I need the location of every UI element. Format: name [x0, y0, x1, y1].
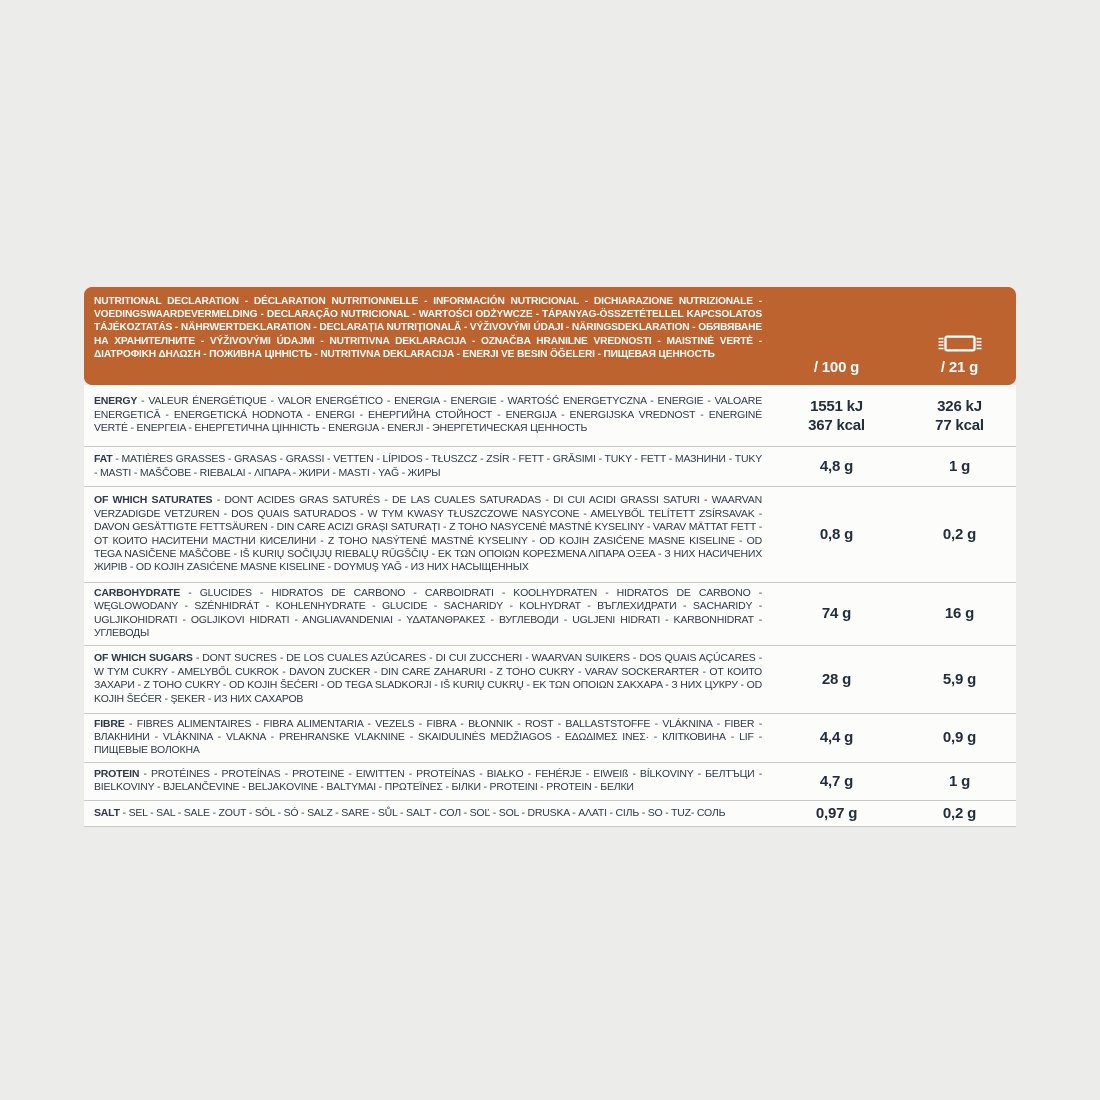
row-term: OF WHICH SUGARS [94, 652, 193, 665]
row-translations: - MATIÈRES GRASSES - GRASAS - GRASSI - VETTEN - LÍPIDOS - TŁUSZCZ - ZSÍR - FETT - GRĂSIMI - TUKY - FETT - МАЗНИНИ - TUKY - MASTI - MAŠČOBE - RIEBALAI - ΛΙΠΑΡΑ - ЖИРИ - MASTI - YAĞ - ЖИРЫ [94, 453, 762, 479]
row-label [84, 764, 770, 799]
row-label [84, 714, 770, 762]
per-100g-label: / 100 g [813, 359, 860, 376]
value-per-100g: 0,97 g [815, 804, 858, 822]
row-translations: - VALEUR ÉNERGÉTIQUE - VALOR ENERGÉTICO - ENERGIA - ENERGIE - WARTOŚĆ ENERGETYCZNA - ENERGIE - VALOARE ENERGETICĂ - ENERGETICKÁ HODNOTA - ENERGI - ЕНЕРГИЙНА СТОЙНОСТ - ENERGIJA - ENERGIJSKA VREDNOST - ENERGINĖ VERTĖ - ΕΝΕΡΓΕΙΑ - ЕНЕРГЕТИЧНА ЦІННІСТЬ - ENERGIJA - ENERJI - ЭНЕРГЕТИЧЕСКАЯ ЦЕННОСТЬ [94, 395, 762, 435]
row-label [84, 391, 770, 439]
value-per-portion: 1 g [948, 458, 971, 475]
row-label [84, 583, 770, 645]
table-row-protein [84, 763, 1016, 801]
table-row-energy [84, 385, 1016, 447]
table-row-fibre [84, 714, 1016, 763]
value-per-100g: 4,8 g [819, 458, 854, 475]
value-per-portion: 0,2 g [942, 804, 977, 822]
row-term: SALT [94, 806, 120, 819]
row-term: PROTEIN [94, 767, 140, 780]
header-columns [770, 287, 1016, 385]
table-body [84, 385, 1016, 827]
value-per-100g: 28 g [821, 670, 852, 688]
energy-bar-icon [937, 334, 983, 353]
value-per-portion: 16 g [944, 605, 975, 623]
per-portion-label: / 21 g [940, 359, 979, 376]
row-translations: - DONT SUCRES - DE LOS CUALES AZÚCARES - DI CUI ZUCCHERI - WAARVAN SUIKERS - DOS QUAIS AÇÚCARES - W TYM CUKRY - AMELYBŐL CUKROK - DAVON ZUCKER - DIN CARE ZAHARURI - Z TOHO CUKRY - VARAV SOCKERARTER - ОТ КОИТО ЗАХАРИ - Z TOHO CUKRY - OD KOJIH ŠEĆERI - OD TEGA SLADKORJI - IŠ KURIŲ CUKRŲ - ΕΚ ΤΩΝ ΟΠΟΙΩΝ ΣΑΚΧΑΡΑ - З НИХ ЦУКРУ - OD KOJIH ŠEĆER - ŞEKER - ИЗ НИХ САХАРОВ [94, 652, 762, 705]
value-per-portion: 1 g [948, 772, 971, 790]
row-term: FAT [94, 453, 113, 466]
value-per-100g: 4,7 g [819, 772, 854, 790]
column-header-per-100g [770, 287, 903, 385]
row-term: OF WHICH SATURATES [94, 494, 213, 507]
table-row-fat [84, 447, 1016, 487]
value-per-100g: 74 g [821, 605, 852, 623]
row-label [84, 648, 770, 710]
row-translations: - FIBRES ALIMENTAIRES - FIBRA ALIMENTARIA - VEZELS - FIBRA - BŁONNIK - ROST - BALLASTSTOFFE - VLÁKNINA - FIBER - ВЛАКНИНИ - VLÁKNINA - VLAKNA - PREHRANSKE VLAKNINE - SKAIDULINĖS MEDŽIAGOS - ΕΔΩΔΙΜΕΣ ΙΝΕΣ· - КЛІТКОВИНА - LIF - ПИЩЕВЫЕ ВОЛОКНА [94, 717, 762, 757]
table-row-salt [84, 801, 1016, 827]
value-per-100g: 0,8 g [819, 526, 854, 543]
value-per-portion: 0,9 g [942, 729, 977, 747]
value-per-100g: 4,4 g [819, 729, 854, 747]
header-title: NUTRITIONAL DECLARATION - DÉCLARATION NUTRITIONNELLE - INFORMACIÓN NUTRICIONAL - DICHIARAZIONE NUTRIZIONALE - VOEDINGSWAARDEVERMELDING - DECLARAÇÃO NUTRICIONAL - WARTOŚCI ODŻYWCZE - TÁPANYAG-ÖSSZETÉTELLEL KAPCSOLATOS TÁJÉKOZTATÁS - NÄHRWERTDEKLARATION - DECLARAȚIA NUTRIȚIONALĂ - VÝŽIVOVÝMI ÚDAJI - NÄRINGSDEKLARATION - ОБЯВЯВАНЕ НА ХРАНИТЕЛНИТЕ - VÝŽIVOVÝMI ÚDAJMI - NUTRITIVNA DEKLARACIJA - OZNAČBA HRANILNE VREDNOSTI - MAISTINĖ VERTĖ - ΔΙΑΤΡΟΦΙΚΗ ΔΗΛΩΣΗ - ПОЖИВНА ЦІННІСТЬ - NUTRITIVNA DEKLARACIJA - ENERJI VE BESIN ÖĞELERI - ПИЩЕВАЯ ЦЕННОСТЬ [94, 296, 762, 360]
column-header-per-portion [903, 287, 1016, 385]
row-translations: - PROTÉINES - PROTEÍNAS - PROTEINE - EIWITTEN - PROTEÍNAS - BIAŁKO - FEHÉRJE - EIWEIß - BÍLKOVINY - БЕЛТЪЦИ - BIELKOVINY - BJELANČEVINE - BELJAKOVINE - BALTYMAI - ΠΡΩΤΕΪΝΕΣ - БІЛКИ - PROTEINI - PROTEIN - БЕЛКИ [94, 767, 762, 794]
value-per-portion: 326 kJ 77 kcal [935, 397, 984, 434]
nutrition-table [84, 287, 1016, 827]
row-label [84, 490, 770, 578]
row-label [84, 449, 770, 484]
value-per-100g: 1551 kJ 367 kcal [808, 397, 865, 434]
row-translations: - DONT ACIDES GRAS SATURÉS - DE LAS CUALES SATURADAS - DI CUI ACIDI GRASSI SATURI - WAARVAN VERZADIGDE VETZUREN - DOS QUAIS SATURADOS - W TYM KWASY TŁUSZCZOWE NASYCONE - AMELYBŐL TELÍTETT ZSÍRSAVAK - DAVON GESÄTTIGTE FETTSÄUREN - DIN CARE ACIZI GRAȘI SATURAȚI - Z TOHO NASYCENÉ MASTNÉ KYSELINY - VARAV MÄTTAT FETT - ОТ КОИТО НАСИТЕНИ МАСТНИ КИСЕЛИНИ - Z TOHO NASÝTENÉ MASTNÉ KYSELINY - OD KOJIH ZASIĆENE MASNE KISELINE - OD TEGA NASIČENE MAŠČOBE - IŠ KURIŲ SOČIŲJŲ RIEBALŲ RŪGŠČIŲ - ΕΚ ΤΩΝ ΟΠΟΙΩΝ ΚΟΡΕΣΜΕΝΑ ΛΙΠΑΡΑ ΟΞΕΑ - З НИХ НАСИЧЕНИХ ЖИРІВ - OD KOJIH ZASIĆENE MASNE KISELINE - DOYMUŞ YAĞ - ИЗ НИХ НАСЫЩЕННЫХ [94, 494, 762, 574]
value-per-portion: 0,2 g [942, 526, 977, 543]
row-term: FIBRE [94, 717, 125, 730]
row-term: ENERGY [94, 395, 138, 408]
value-per-portion: 5,9 g [942, 670, 977, 688]
table-row-saturates [84, 487, 1016, 583]
table-header [84, 287, 1016, 385]
row-translations: - SEL - SAL - SALE - ZOUT - SÓL - SÓ - SALZ - SARE - SŮL - SALT - СОЛ - SOĽ - SOL - DRUSKA - ΑΛΑΤΙ - СІЛЬ - SO - TUZ- СОЛЬ [119, 806, 726, 819]
row-translations: - GLUCIDES - HIDRATOS DE CARBONO - CARBOIDRATI - KOOLHYDRATEN - HIDRATOS DE CARBONO - WĘGLOWODANY - SZÉNHIDRÁT - KOHLENHYDRATE - GLUCIDE - SACHARIDY - KOLHYDRAT - ВЪГЛЕХИДРАТИ - SACHARIDY - UGLJIKOHIDRATI - OGLJIKOVI HIDRATI - ANGLIAVANDENIAI - ΥΔΑΤΑΝΘΡΑΚΕΣ - ВУГЛЕВОДИ - UGLJENI HIDRATI - KARBONHIDRAT - УГЛЕВОДЫ [94, 587, 762, 640]
row-term: CARBOHYDRATE [94, 587, 181, 599]
table-row-sugars [84, 646, 1016, 714]
table-row-carbohydrate [84, 583, 1016, 646]
row-label [84, 803, 770, 824]
